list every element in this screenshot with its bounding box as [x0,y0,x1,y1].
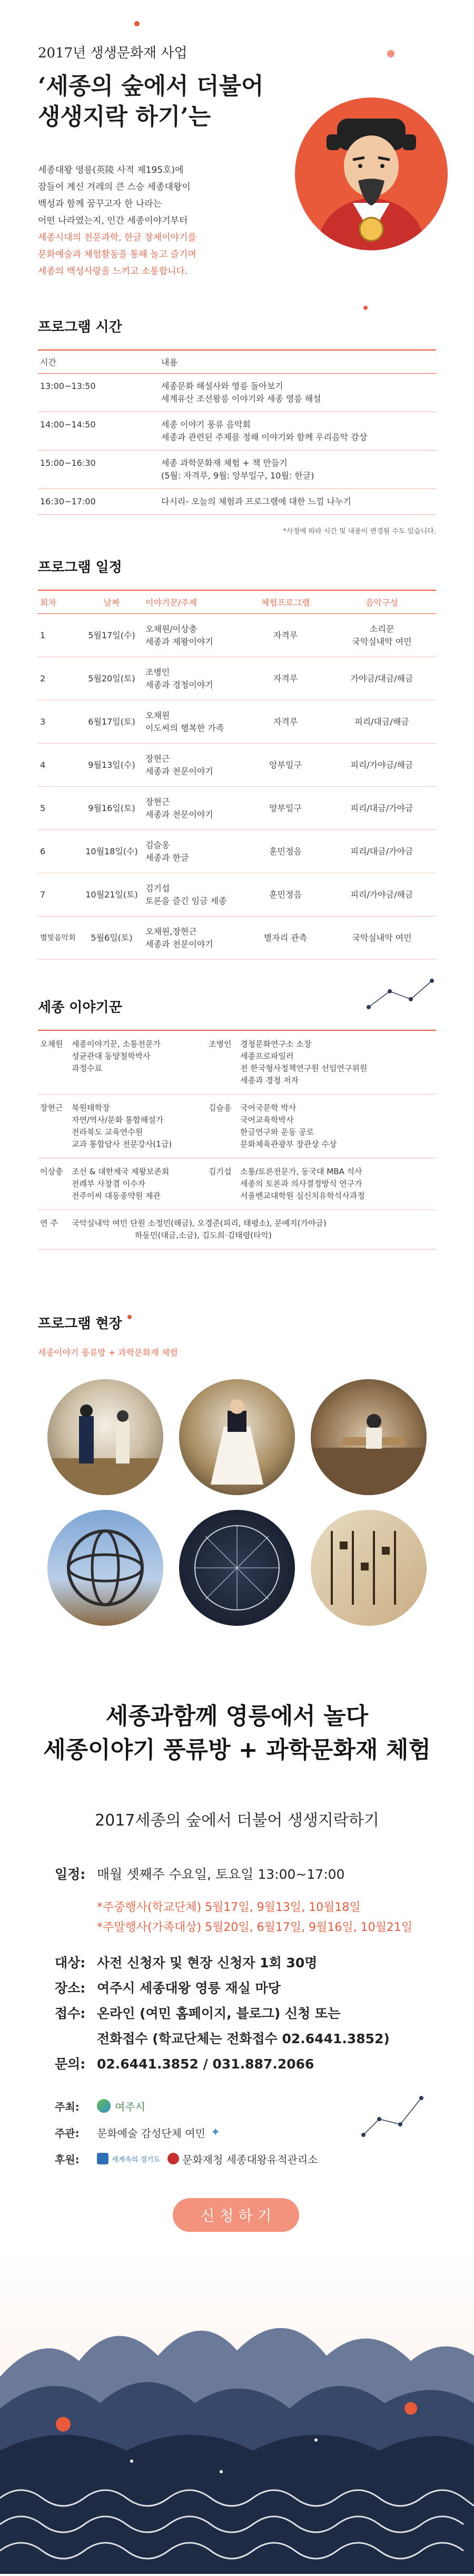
music-cell [328,873,436,916]
storyteller-desc [70,1030,206,1095]
program-time-note: *사정에 따라 시간 및 내용이 변경될 수도 있습니다. [283,528,436,535]
yeoju-logo-icon [97,2099,111,2113]
constellation-icon [358,2087,427,2145]
music-line: 피리/가야금/해금 [350,759,413,770]
topic-line: 세종과 천문이야기 [145,766,213,776]
info-value: 온라인 (여민 홈페이지, 블로그) 신청 또는 [97,2006,341,2021]
music-cell [328,700,436,744]
sponsor-heritage: 문화재청 세종대왕유적관리소 [182,2153,318,2166]
time-row [38,489,436,515]
round-cell: 5 [38,787,80,830]
round-cell: 7 [38,873,80,916]
footer-illustration [0,2250,474,2574]
topic-line: 토론을 즐긴 임금 세종 [145,895,227,906]
content-cell [159,451,436,489]
topic-line: 오채원,장현근 [145,926,197,936]
storytellers-title [38,997,122,1016]
schedule-row [38,916,436,960]
storyteller-row [38,1158,436,1210]
time-cell: 13:00~13:50 [38,374,159,412]
sponsor-gyeonggi: 세계속의 경기도 [112,2155,161,2164]
topic-cell [143,830,243,873]
photo-grid [38,1379,436,1626]
experience-cell: 앙부일구 [243,787,328,830]
schedule-section [0,557,474,960]
round-cell: 1 [38,614,80,657]
sponsor-host-name: 여주시 [115,2100,145,2113]
topic-line: 장현근 [145,753,170,764]
content-line: 세계유산 조선왕릉 이야기와 세종 영릉 해설 [161,394,321,404]
program-time-title [38,316,122,336]
performers-line: 국악실내악 여민 단원 소정민(해금), 오경준(피리, 태평소), 문예지(가야금) [72,1218,327,1228]
intro-line-red: 문화예술과 체험활동을 통해 놀고 즐기며 [38,249,196,260]
music-line: 피리/대금/가야금 [350,846,413,856]
desc-line: 경청문화연구소 소장 [240,1039,312,1049]
col-header: 음악구성 [328,590,436,614]
col-header: 내용 [159,350,436,374]
performers-row [38,1210,436,1250]
music-cell [328,787,436,830]
info-apply [55,2001,474,2026]
info-place [55,1976,474,2001]
desc-line: 소통/토론전문가, 동국대 MBA 석사 [240,1167,362,1176]
info-date [55,1862,474,1887]
info-label: 장소: [55,1980,86,1996]
desc-line: 전라북도 교육연수원 [72,1127,143,1137]
date-cell: 5월17일(수) [80,614,143,657]
topic-line: 조병인 [145,667,170,677]
content-line: 다시리- 오늘의 체험과 프로그램에 대한 느낌 나누기 [161,496,351,506]
date-cell: 10월18일(수) [80,830,143,873]
round-cell: 2 [38,657,80,700]
music-line: 국악실내악 여민 [352,636,412,647]
gallery-title [38,1313,122,1332]
col-header: 날짜 [80,590,143,614]
schedule-row [38,744,436,787]
info-weekday: *주중행사(학교단체) 5월17일, 9월13일, 10월18일 [97,1901,361,1914]
hero-kicker: 2017년 생생문화재 사업 [38,45,187,61]
topic-cell [143,614,243,657]
topic-line: 장현근 [145,796,170,807]
content-line: 세종 이야기 풍류 음악회 [161,419,251,430]
music-line: 소리꾼 [369,623,394,634]
gallery-section [0,1313,474,1626]
desc-line: 북원태학장 [72,1103,110,1113]
intro-line: 세종대왕 영릉(英陵 사적 제195호)에 [38,165,184,175]
sponsor-label: 주관: [55,2126,80,2140]
storytellers-title-text: 세종 이야기꾼 [38,1000,122,1016]
date-cell: 10월21일(토) [80,873,143,916]
topic-cell [143,700,243,744]
experience-cell: 훈민정음 [243,873,328,916]
storyteller-row [38,1095,436,1158]
photo-storytelling [47,1379,163,1495]
info-value: 전화접수 (학교단체는 전화접수 02.6441.3852) [97,2031,390,2046]
topic-cell [143,657,243,700]
round-cell: 3 [38,700,80,744]
topic-cell [143,916,243,960]
photo-armillary [47,1510,163,1626]
hero-title-line2: 생생지락 하기’는 [38,103,211,130]
info-contact [55,2052,474,2077]
time-row [38,412,436,451]
topic-line: 오채원 [145,710,170,720]
music-cell [328,657,436,700]
topic-line: 세종과 경청이야기 [145,679,213,690]
sponsor-label: 주최: [55,2100,80,2113]
sponsor-label: 후원: [55,2153,80,2166]
date-cell: 9월13일(수) [80,744,143,787]
content-line: 세종과 관련된 주제를 정해 이야기와 함께 우리음악 감상 [161,432,368,442]
storyteller-name: 김슬옹 [206,1095,238,1158]
music-line: 국악실내악 여민 [352,932,412,943]
desc-line: 한글연구와 운동 공로 [240,1127,314,1137]
music-cell [328,830,436,873]
program-time-table [38,349,436,515]
desc-line: 서울벤교대학원 심신치유학석사과정 [240,1191,365,1201]
cta-subhead: 2017세종의 숲에서 더불어 생생지락하기 [95,1811,379,1830]
performers-line: 하동민(대금,소금), 김도희·김태령(타악) [135,1231,272,1240]
intro-line: 백성과 함께 꿈꾸고자 한 나라는 [38,199,162,209]
storytellers-table [38,1030,436,1250]
cta-section [0,1626,474,1830]
content-line: 세종문화 해설사와 영릉 돌아보기 [161,381,283,391]
gallery-title-text: 프로그램 현장 [38,1316,122,1332]
music-cell [328,916,436,960]
schedule-title-text: 프로그램 일정 [38,560,122,575]
topic-cell [143,744,243,787]
hero [0,0,474,316]
storyteller-name: 조병인 [206,1030,238,1095]
performers-label: 연 주 [38,1210,70,1250]
content-cell [159,489,436,515]
sponsors [0,2077,474,2232]
experience-cell: 자격루 [243,614,328,657]
time-row [38,374,436,412]
photo-sundial [179,1510,295,1626]
desc-line: 세종프로파일러 [240,1051,294,1061]
date-cell: 5월6일(토) [80,916,143,960]
experience-cell: 앙부일구 [243,744,328,787]
date-cell: 5월20일(토) [80,657,143,700]
desc-line: 전주이씨 대동종약원 제관 [72,1191,161,1201]
sponsor-organizer-name: 문화예술 감성단체 여민 [97,2126,205,2140]
schedule-title [38,557,122,576]
info-label: 접수: [55,2006,86,2021]
music-line: 피리/가야금/해금 [350,889,413,900]
round-cell: 4 [38,744,80,787]
round-cell: 6 [38,830,80,873]
topic-line: 이도씨의 행복한 가족 [145,723,224,733]
content-cell [159,412,436,451]
music-cell [328,614,436,657]
storytellers-section [0,997,474,1250]
cta-headline [0,1700,474,1767]
decor-dot [387,50,394,57]
music-line: 가야금/대금/해금 [350,673,413,684]
cta-headline-line1: 세종과함께 영릉에서 놀다 [105,1703,369,1730]
topic-line: 김기섭 [145,883,170,893]
col-header: 이야기꾼/주제 [143,590,243,614]
content-line: (5월: 자격루, 9월: 앙부일구, 10월: 한글) [161,471,314,481]
info-label: 대상: [55,1955,86,1970]
info-value: 02.6441.3852 / 031.887.2066 [97,2056,314,2072]
col-header: 체험프로그램 [243,590,328,614]
round-cell: 별빛음악회 [38,916,80,960]
schedule-row [38,830,436,873]
content-line: 세종 과학문화재 체험 + 책 만들기 [161,458,288,468]
intro-line: 잠들어 계신 겨레의 큰 스승 세종대왕이 [38,182,191,192]
desc-line: 세종과 경청 저자 [240,1076,299,1085]
topic-line: 오채원/이상충 [145,623,197,634]
schedule-row [38,873,436,916]
experience-cell: 자격루 [243,657,328,700]
info-value: 여주시 세종대왕 영릉 재실 마당 [97,1980,281,1996]
program-time-section [0,316,474,535]
desc-line: 전 한국형사정책연구원 선임연구위원 [240,1063,368,1073]
topic-line: 세종과 한글 [145,852,189,863]
info-label: 문의: [55,2056,86,2072]
gyeonggi-logo-icon [97,2153,108,2164]
desc-line: 국어교육학박사 [240,1115,294,1125]
yeomin-logo-icon: ✦ [210,2125,221,2139]
schedule-row [38,614,436,657]
photo-performance [179,1379,295,1495]
photo-hangul [311,1510,427,1626]
performers-desc [70,1210,436,1250]
heritage-logo-icon [167,2153,179,2164]
program-time-title-text: 프로그램 시간 [38,319,122,335]
topic-line: 세종과 천문이야기 [145,809,213,819]
storyteller-desc [238,1095,436,1158]
desc-line: 성균관대 동양철학박사 [72,1051,151,1061]
desc-line: 세종의 토론과 의사결정방식 연구가 [240,1179,362,1188]
storyteller-name: 오채원 [38,1030,70,1095]
decor-dot [134,21,140,26]
desc-line: 국어국문학 박사 [240,1103,297,1113]
storyteller-desc [238,1030,436,1095]
info-value: 매월 셋째주 수요일, 토요일 13:00~17:00 [97,1867,345,1882]
storyteller-desc [70,1095,206,1158]
sponsor-support [55,2145,474,2172]
topic-cell [143,787,243,830]
music-cell [328,744,436,787]
schedule-row [38,657,436,700]
info-label: 일정: [55,1867,86,1882]
time-cell: 16:30~17:00 [38,489,159,515]
gallery-subtitle: 세종이야기 풍류방 + 과학문화재 체험 [38,1348,178,1358]
experience-cell: 자격루 [243,700,328,744]
desc-line: 자연/역사/문화 통합해설가 [72,1115,164,1125]
intro-line-red: 세종의 백성사랑을 느끼고 소통합니다. [38,266,188,277]
desc-line: 과정수료 [72,1063,102,1073]
storyteller-row [38,1030,436,1095]
col-header: 회차 [38,590,80,614]
music-line: 피리/대금/가야금 [350,803,413,813]
topic-line: 김슬옹 [145,840,170,850]
schedule-row [38,700,436,744]
photo-music [311,1379,427,1495]
info-target [55,1950,474,1976]
storyteller-name: 장현근 [38,1095,70,1158]
storyteller-desc [238,1158,436,1210]
topic-line: 세종과 제왕이야기 [145,636,213,647]
schedule-row [38,787,436,830]
storyteller-name: 김기섭 [206,1158,238,1210]
storyteller-desc [70,1158,206,1210]
hero-title-line1: ‘세종의 숲에서 더불어 [38,73,264,100]
storyteller-name: 이상충 [38,1158,70,1210]
king-sejong-portrait [295,97,448,250]
info-value: 사전 신청자 및 현장 신청자 1회 30명 [97,1955,318,1970]
date-cell: 6월17일(토) [80,700,143,744]
date-cell: 9월16일(토) [80,787,143,830]
intro-line: 어떤 나라였는지, 인간 세종이야기부터 [38,216,188,226]
decor-dot [363,306,368,310]
intro-line-red: 세종시대의 천문과학, 한글 창제이야기를 [38,232,196,243]
music-line: 피리/대금/해금 [354,716,409,727]
schedule-table [38,590,436,960]
apply-button[interactable]: 신 청 하 기 [173,2198,299,2232]
topic-line: 세종과 천문이야기 [145,939,213,949]
topic-cell [143,873,243,916]
desc-line: 조선 & 대한제국 제왕보존회 [72,1167,170,1176]
time-row [38,451,436,489]
hero-intro [38,162,291,280]
content-cell [159,374,436,412]
desc-line: 교과 통합답사 전문강사(1급) [72,1139,172,1149]
time-cell: 14:00~14:50 [38,412,159,451]
info-weekend: *주말행사(가족대상) 5월20일, 6월17일, 9월16일, 10월21일 [97,1921,413,1934]
desc-line: 전례부 사창겸 이수자 [72,1179,145,1188]
desc-line: 세종이야기꾼, 소통전문가 [72,1039,161,1049]
cta-headline-line2: 세종이야기 풍류방 + 과학문화재 체험 [43,1736,431,1763]
experience-cell: 별자리 관측 [243,916,328,960]
desc-line: 문화체육관광부 장관상 수상 [240,1139,337,1149]
col-header: 시간 [38,350,159,374]
experience-cell: 훈민정음 [243,830,328,873]
constellation-icon [363,975,437,1018]
time-cell: 15:00~16:30 [38,451,159,489]
event-info [0,1830,474,2077]
